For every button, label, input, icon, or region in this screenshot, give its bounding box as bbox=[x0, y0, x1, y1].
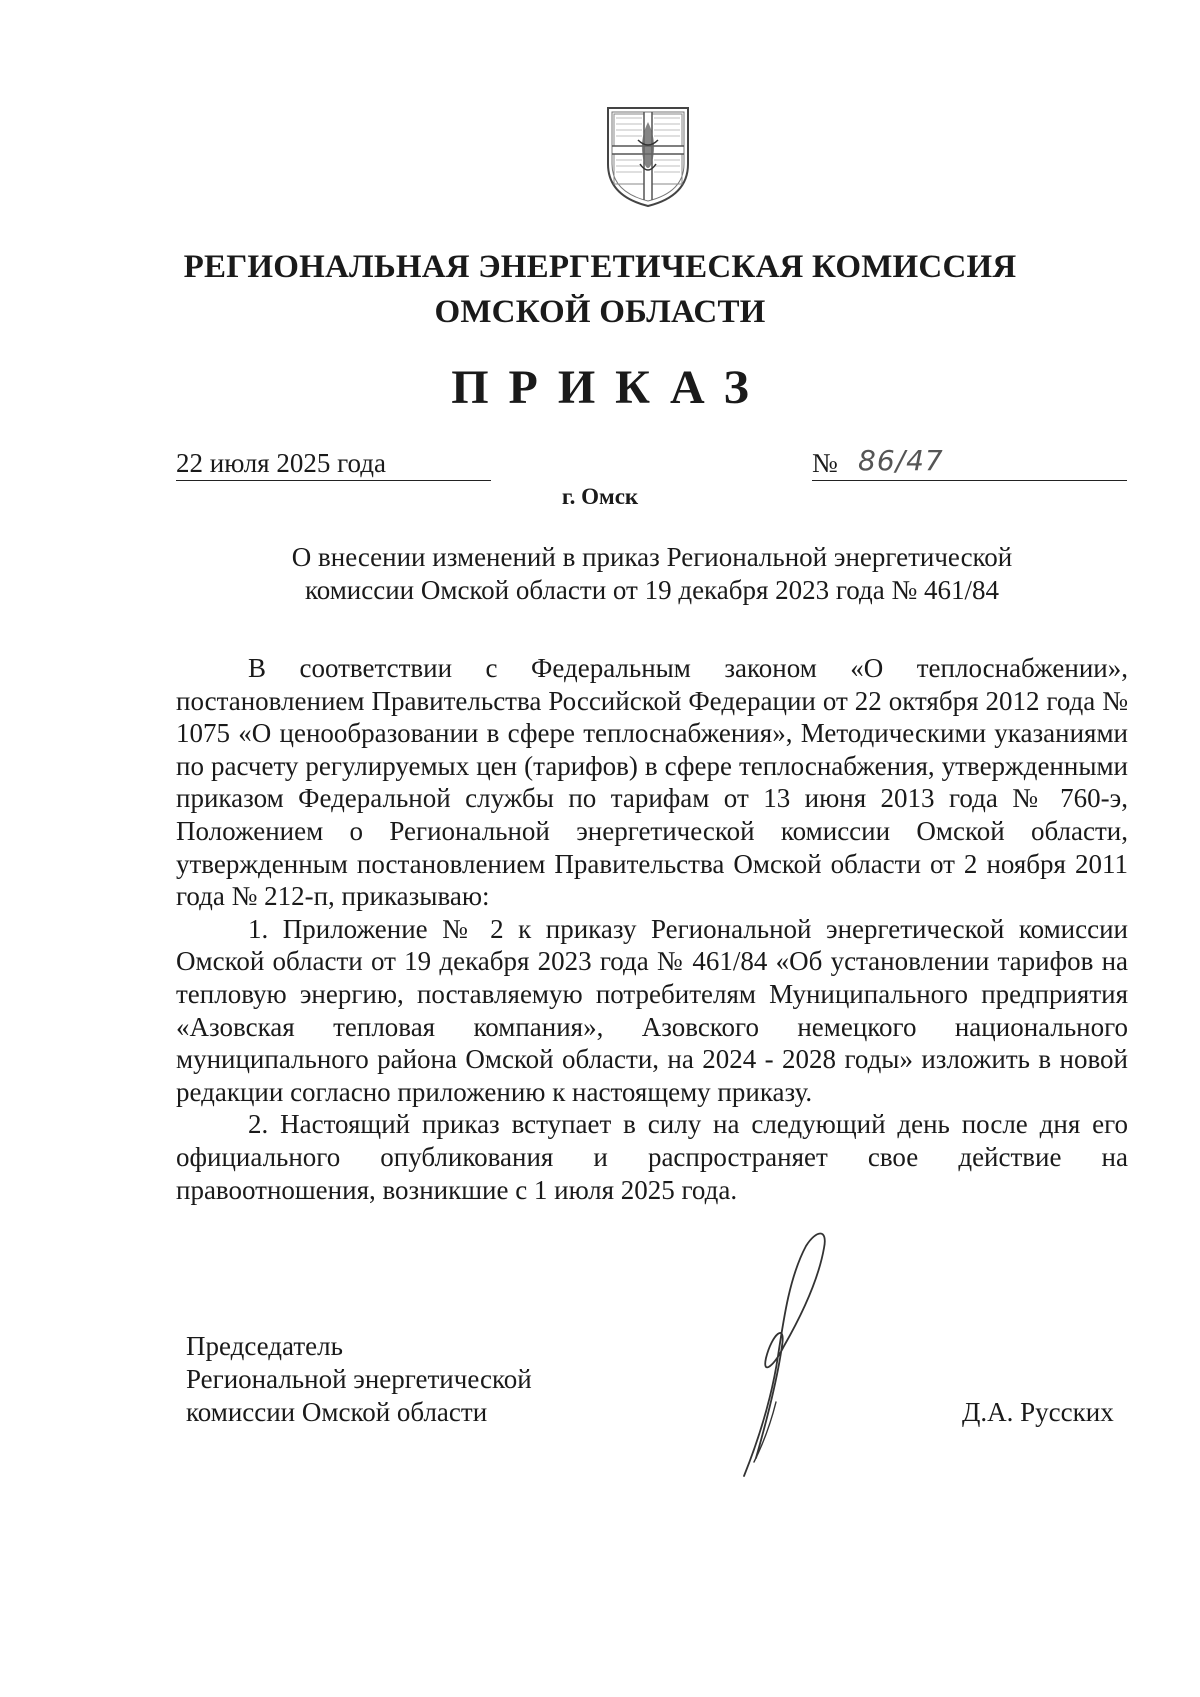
order-item-1: 1. Приложение № 2 к приказу Региональной энергетической комиссии Омской области от 19 декабря 2023 года № 461/84 «Об установлении тарифов на тепловую энергию, поставляемую потребителям Муниципального предприятия «Азовская тепловая компания», Азовского немецкого национального муниципального района Омской области, на 2024 - 2028 годы» изложить в новой редакции согласно приложению к настоящему приказу. bbox=[176, 913, 1128, 1107]
document-city: г. Омск bbox=[561, 484, 639, 509]
signatory-position bbox=[186, 1330, 532, 1429]
subject-line1: О внесении изменений в приказ Региональной энергетической bbox=[291, 542, 1013, 572]
handwritten-signature bbox=[732, 1226, 862, 1482]
number-sign: № bbox=[812, 448, 838, 478]
organization-name-line2: ОМСКОЙ ОБЛАСТИ bbox=[434, 294, 766, 330]
document-date: 22 июля 2025 года bbox=[176, 446, 491, 481]
signatory-name: Д.А. Русских bbox=[962, 1397, 1114, 1427]
document-number-field bbox=[812, 446, 1127, 481]
handwritten-document-number: 86/47 bbox=[858, 444, 944, 477]
organization-name-line1: РЕГИОНАЛЬНАЯ ЭНЕРГЕТИЧЕСКАЯ КОМИССИЯ bbox=[183, 249, 1017, 285]
document-type-title: ПРИКАЗ bbox=[451, 361, 769, 414]
preamble-paragraph: В соответствии с Федеральным законом «О теплоснабжении», постановлением Правительства Российской Федерации от 22 октября 2012 года № 1075 «О ценообразовании в сфере теплоснабжения», Методическими указаниями по расчету регулируемых цен (тарифов) в сфере теплоснабжения, утвержденными приказом Федеральной службы по тарифам от 13 июня 2013 года № 760-э, Положением о Региональной энергетической комиссии Омской области, утвержденным постановлением Правительства Омской области от 2 ноября 2011 года № 212-п, приказываю: bbox=[176, 653, 1128, 912]
coat-of-arms-icon bbox=[604, 104, 692, 208]
position-line3: комиссии Омской области bbox=[186, 1397, 488, 1427]
subject-line2: комиссии Омской области от 19 декабря 2023 года № 461/84 bbox=[304, 575, 1000, 605]
document-body bbox=[176, 652, 1128, 1206]
document-subject bbox=[176, 541, 1128, 607]
order-item-2: 2. Настоящий приказ вступает в силу на следующий день после дня его официального опубликования и распространяет свое действие на правоотношения, возникшие с 1 июля 2025 года. bbox=[176, 1109, 1128, 1205]
position-line1: Председатель bbox=[186, 1331, 343, 1361]
position-line2: Региональной энергетической bbox=[186, 1364, 532, 1394]
